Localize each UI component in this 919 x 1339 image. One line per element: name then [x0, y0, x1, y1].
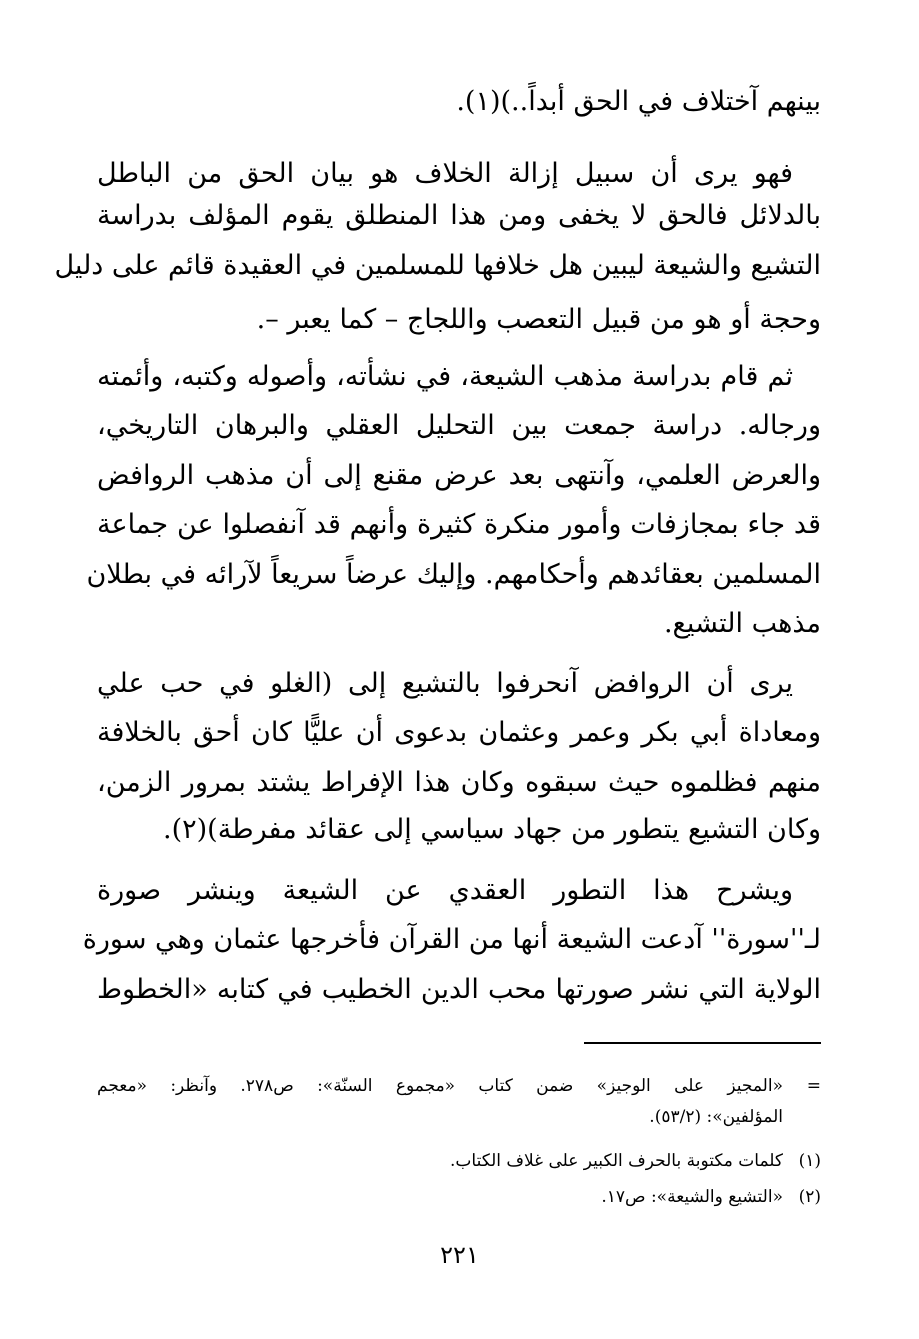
body-line: قد جاء بمجازفات وأمور منكرة كثيرة وأنهم قد آنفصلوا عن جماعة [97, 509, 821, 540]
body-line: وحجة أو هو من قبيل التعصب واللجاج – كما يعبر –. [256, 304, 821, 335]
body-line: بينهم آختلاف في الحق أبداً..)(١). [456, 86, 821, 117]
footnote-continuation-line [97, 1104, 821, 1130]
body-line: ورجاله. دراسة جمعت بين التحليل العقلي والبرهان التاريخي، [97, 410, 821, 441]
body-line: بالدلائل فالحق لا يخفى ومن هذا المنطلق يقوم المؤلف بدراسة [97, 200, 821, 231]
body-line: والعرض العلمي، وآنتهى بعد عرض مقنع إلى أن مذهب الروافض [97, 460, 821, 491]
footnote-text: «المجيز على الوجيز» ضمن كتاب «مجموع السنّة»: ص٢٧٨. وآنظر: «معجم [97, 1076, 783, 1096]
body-line: لـ''سورة'' آدعت الشيعة أنها من القرآن فأخرجها عثمان وهي سورة [82, 924, 821, 955]
footnote-separator [584, 1042, 821, 1044]
body-line: ثم قام بدراسة مذهب الشيعة، في نشأته، وأصوله وكتبه، وأئمته [97, 361, 793, 392]
body-line: فهو يرى أن سبيل إزالة الخلاف هو بيان الحق من الباطل [97, 158, 793, 189]
page-number: ٢٢١ [440, 1241, 479, 1269]
body-line: ويشرح هذا التطور العقدي عن الشيعة وينشر صورة [97, 875, 793, 906]
body-line: منهم فظلموه حيث سبقوه وكان هذا الإفراط يشتد بمرور الزمن، [97, 767, 821, 798]
footnote-text: «التشيع والشيعة»: ص١٧. [601, 1187, 783, 1207]
body-line: الولاية التي نشر صورتها محب الدين الخطيب في كتابه «الخطوط [97, 974, 821, 1005]
footnote-mark: (٢) [798, 1187, 821, 1207]
footnote-continuation [97, 1073, 821, 1099]
body-line: وكان التشيع يتطور من جهاد سياسي إلى عقائد مفرطة)(٢). [162, 814, 821, 845]
body-line: مذهب التشيع. [663, 608, 821, 639]
footnote-2 [97, 1184, 821, 1210]
body-line: التشيع والشيعة ليبين هل خلافها للمسلمين في العقيدة قائم على دليل [54, 250, 821, 281]
footnote-mark: = [806, 1076, 821, 1096]
footnote-text: المؤلفين»: (٥٣/٢). [649, 1107, 783, 1127]
body-line: المسلمين بعقائدهم وأحكامهم. وإليك عرضاً سريعاً لآرائه في بطلان [86, 559, 821, 590]
footnote-text: كلمات مكتوبة بالحرف الكبير على غلاف الكتاب. [449, 1151, 783, 1171]
body-line: ومعاداة أبي بكر وعمر وعثمان بدعوى أن عليًّا كان أحق بالخلافة [97, 717, 821, 748]
body-line: يرى أن الروافض آنحرفوا بالتشيع إلى (الغلو في حب علي [97, 668, 793, 699]
footnote-mark: (١) [798, 1151, 821, 1171]
footnote-1 [97, 1148, 821, 1174]
